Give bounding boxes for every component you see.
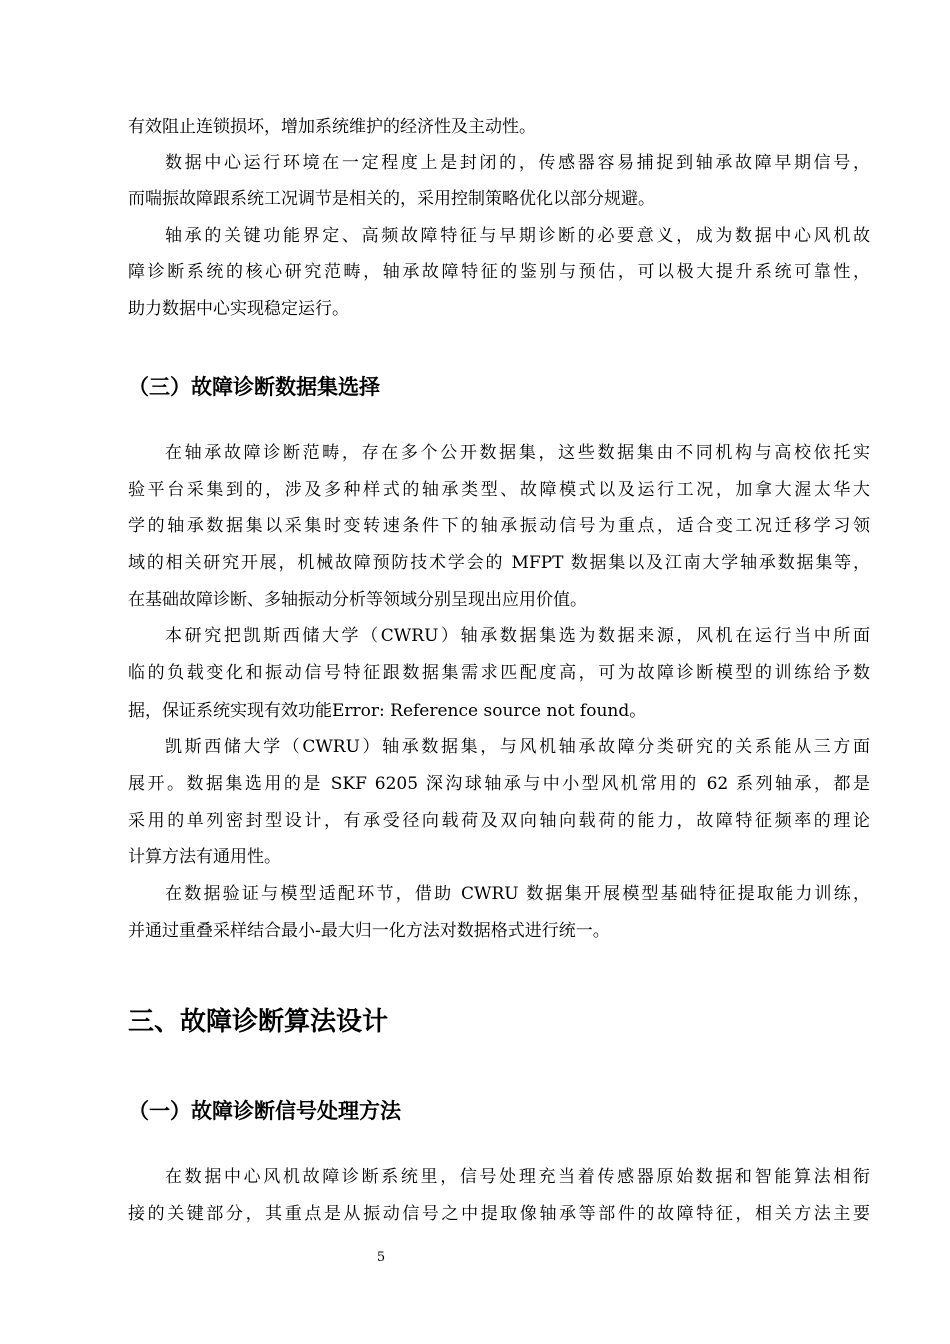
paragraph-line: 而喘振故障跟系统工况调节是相关的，采用控制策略优化以部分规避。 [128,189,655,209]
section-heading: （一）故障诊断信号处理方法 [128,1098,401,1123]
paragraph-line: 域的相关研究开展，机械故障预防技术学会的 MFPT 数据集以及江南大学轴承数据集等， [128,553,870,573]
paragraph-line: 临的负载变化和振动信号特征跟数据集需求匹配度高，可为故障诊断模型的训练给予数 [128,663,870,683]
paragraph-line: 数据中心运行环境在一定程度上是封闭的，传感器容易捕捉到轴承故障早期信号， [165,153,870,173]
paragraph-line: 采用的单列密封型设计，有承受径向载荷及双向轴向载荷的能力，故障特征频率的理论 [128,811,870,831]
paragraph-line: 在数据验证与模型适配环节，借助 CWRU 数据集开展模型基础特征提取能力训练， [165,884,870,904]
paragraph-line: 助力数据中心实现稳定运行。 [128,299,349,319]
paragraph-line: 学的轴承数据集以采集时变转速条件下的轴承振动信号为重点，适合变工况迁移学习领 [128,516,870,536]
paragraph-line: 在基础故障诊断、多轴振动分析等领域分别呈现出应用价值。 [128,590,587,610]
chapter-heading: 三、故障诊断算法设计 [128,1007,389,1037]
page-number: 5 [376,1250,386,1265]
paragraph-line: 接的关键部分，其重点是从振动信号之中提取像轴承等部件的故障特征，相关方法主要 [128,1204,870,1224]
paragraph-line: 有效阻止连锁损坏，增加系统维护的经济性及主动性。 [128,117,536,137]
paragraph-line: 在轴承故障诊断范畴，存在多个公开数据集，这些数据集由不同机构与高校依托实 [165,443,870,463]
paragraph-line: 展开。数据集选用的是 SKF 6205 深沟球轴承与中小型风机常用的 62 系列轴承，都是 [128,774,870,794]
paragraph-line: 并通过重叠采样结合最小-最大归一化方法对数据格式进行统一。 [128,921,610,941]
paragraph-line: 据，保证系统实现有效功能Error: Reference source not found。 [128,701,647,721]
paragraph-line: 计算方法有通用性。 [128,847,281,867]
paragraph-line: 轴承的关键功能界定、高频故障特征与早期诊断的必要意义，成为数据中心风机故 [165,226,870,246]
paragraph-line: 障诊断系统的核心研究范畴，轴承故障特征的鉴别与预估，可以极大提升系统可靠性， [128,262,870,282]
paragraph-line: 凯斯西储大学（CWRU）轴承数据集，与风机轴承故障分类研究的关系能从三方面 [165,737,870,757]
section-heading: （三）故障诊断数据集选择 [128,374,380,399]
paragraph-line: 在数据中心风机故障诊断系统里，信号处理充当着传感器原始数据和智能算法相衔 [165,1167,870,1187]
paragraph-line: 验平台采集到的，涉及多种样式的轴承类型、故障模式以及运行工况，加拿大渥太华大 [128,480,870,500]
paragraph-line: 本研究把凯斯西储大学（CWRU）轴承数据集选为数据来源，风机在运行当中所面 [165,626,870,646]
